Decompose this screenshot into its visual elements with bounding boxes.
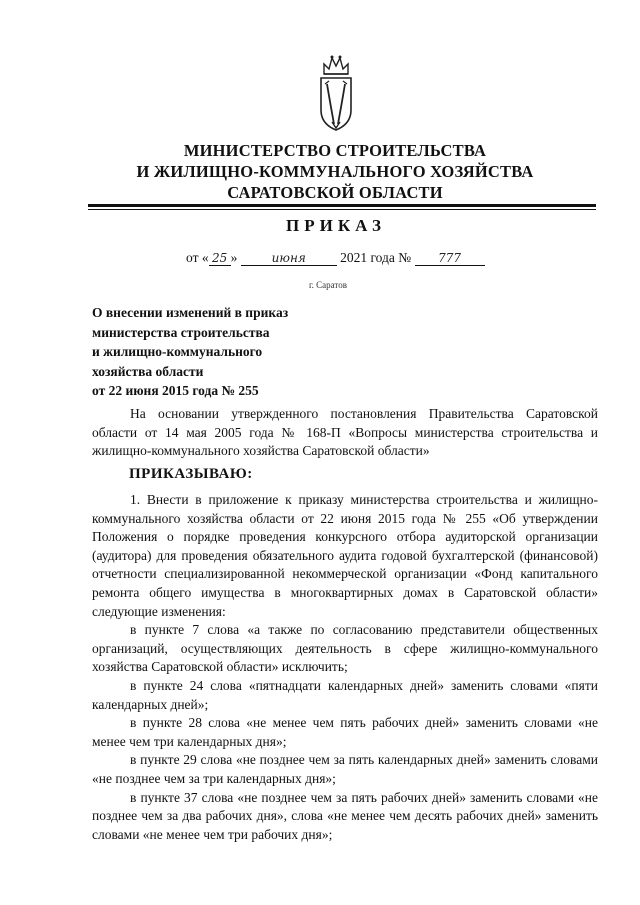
handwritten-number: 777 — [415, 251, 485, 266]
paragraph-1: 1. Внести в приложение к приказу министерства строительства и жилищно-коммунального хозяйства области от 22 июня 2015 года № 255 «Об утверждении Положения о порядке проведения конкурсного отбора аудиторской организации (аудитора) для проведения обязательного аудита годовой бухгалтерской (финансовой) отчетности специализированной некоммерческой организации «Фонд капитального ремонта общего имущества в многоквартирных домах в Саратовской области» следующие изменения: — [92, 492, 598, 619]
handwritten-month: июня — [241, 251, 337, 266]
order-subject — [92, 303, 332, 401]
paragraph-3: в пункте 24 слова «пятнадцати календарных дней» заменить словами «пяти календарных дней»; — [92, 677, 598, 712]
subject-line-3: и жилищно-коммунального — [92, 344, 263, 359]
ministry-line-1: МИНИСТЕРСТВО СТРОИТЕЛЬСТВА — [183, 141, 487, 160]
subject-line-5: от 22 июня 2015 года № 255 — [92, 383, 259, 398]
paragraph-2: в пункте 7 слова «а также по согласованию представители общественных организаций, осуществляющих деятельность в сфере жилищно-коммунального хозяйства Саратовской области» исключить; — [92, 622, 598, 675]
paragraph-6: в пункте 37 слова «не позднее чем за пять рабочих дней» заменить словами «не позднее чем за два рабочих дня», слова «не менее чем десять рабочих дней» заменить словами «не менее чем три рабочих дня»; — [92, 789, 598, 842]
order-date-line — [186, 250, 485, 266]
basis-paragraph: На основании утвержденного постановления Правительства Саратовской области от 14 мая 2005 года № 168-П «Вопросы министерства строительства и жилищно-коммунального хозяйства Саратовской области» — [92, 406, 598, 459]
subject-line-4: хозяйства области — [92, 363, 204, 379]
header-rule-thick — [88, 204, 596, 207]
subject-line-1: О внесении изменений в приказ — [92, 305, 289, 320]
order-word: ПРИКАЗЫВАЮ: — [129, 466, 253, 482]
order-body — [92, 491, 598, 844]
date-prefix: от « — [186, 250, 209, 265]
date-year: 2021 года № — [340, 250, 412, 265]
ministry-line-2: И ЖИЛИЩНО-КОММУНАЛЬНОГО ХОЗЯЙСТВА — [136, 162, 534, 181]
paragraph-5: в пункте 29 слова «не позднее чем за пять календарных дней» заменить словами «не позднее чем за три календарных дня»; — [92, 752, 598, 786]
order-title: ПРИКАЗ — [286, 216, 386, 235]
paragraph-4: в пункте 28 слова «не менее чем пять рабочих дней» заменить словами «не менее чем три календарных дня»; — [92, 715, 598, 749]
subject-line-2: министерства строительства — [92, 324, 270, 340]
ministry-name — [120, 140, 550, 203]
header-rule-thin — [88, 209, 596, 210]
saratov-coat-of-arms-icon — [316, 52, 356, 136]
city: г. Саратов — [309, 280, 347, 290]
handwritten-day: 25 — [209, 251, 231, 266]
ministry-line-3: САРАТОВСКОЙ ОБЛАСТИ — [227, 183, 443, 202]
date-mid: » — [230, 250, 238, 265]
